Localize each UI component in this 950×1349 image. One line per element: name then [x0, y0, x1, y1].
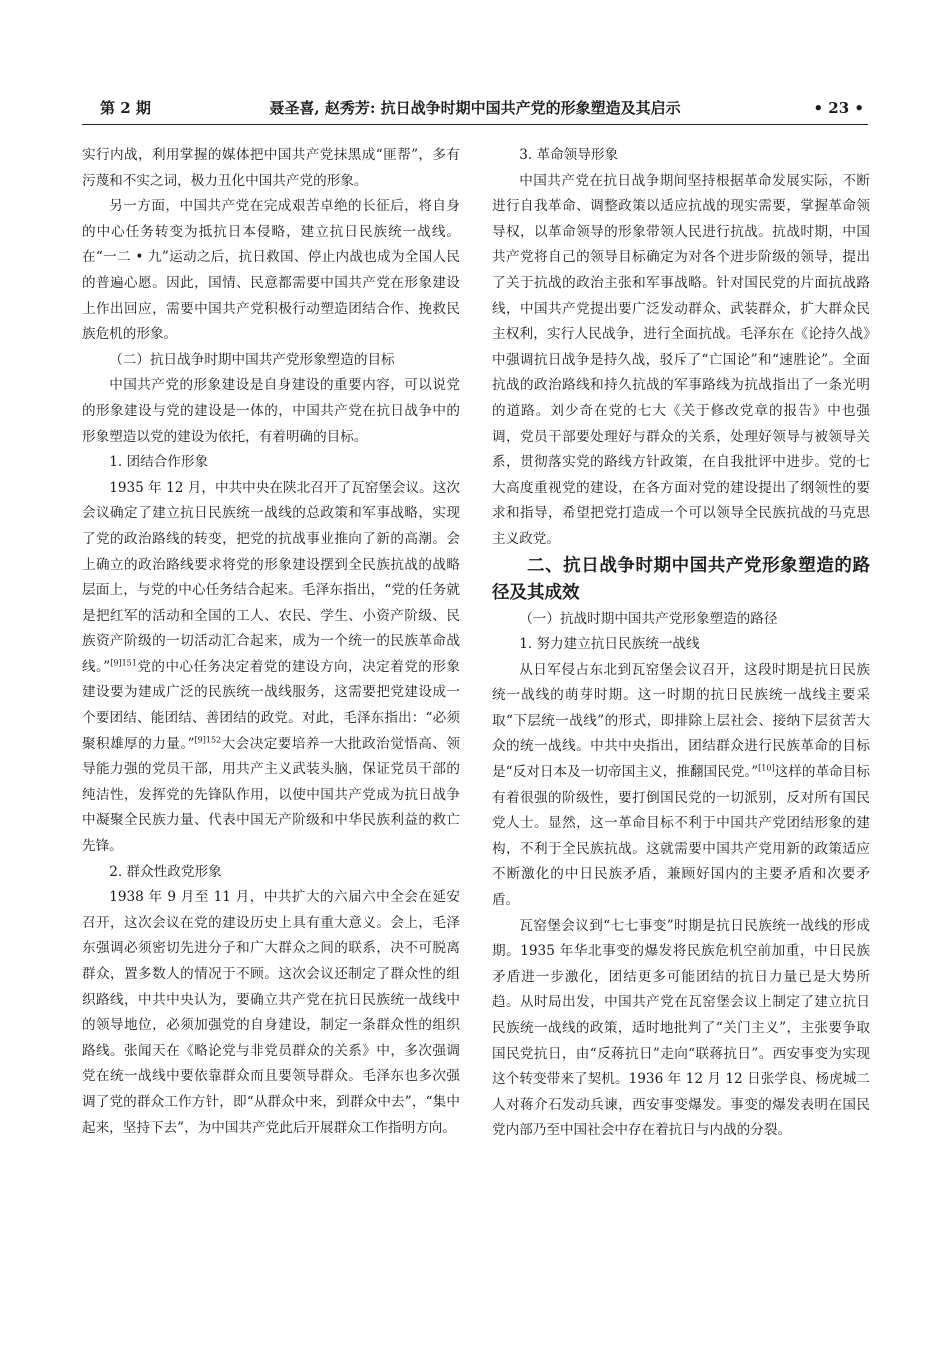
paragraph-text: 党的中心任务决定着党的建设方向，决定着党的形象建设要为建成广泛的民族统一战线服务，这需要把党建设成一个要团结、能团结、善团结的政党。对此，毛泽东指出：“必须聚积雄厚的力量。”: [82, 658, 460, 752]
paragraph-text: 大会决定要培养一大批政治觉悟高、领导能力强的党员干部，用共产主义武装头脑，保证党员干部的纯洁性，发挥党的先锋队作用，以使中国共产党成为抗日战争中凝聚全民族力量、代表中国无产阶级和中华民族利益的救亡先锋。: [82, 735, 460, 855]
section-heading: 二、抗日战争时期中国共产党形象塑造的路径及其成效: [492, 555, 870, 603]
paragraph: 另一方面，中国共产党在完成艰苦卓绝的长征后，将自身的中心任务转变为抵抗日本侵略，建立抗日民族统一战线。在“一二 • 九”运动之后，抗日救国、停止内战也成为全国人民的普遍心愿。因此，国情、民意都需要中国共产党在形象建设上作出回应，需要中国共产党积极行动塑造团结合作、挽救民族危机的形象。: [82, 198, 460, 343]
paragraph: [492, 658, 870, 914]
paragraph: 中国共产党在抗日战争期间坚持根据革命发展实际，不断进行自我革命、调整政策以适应抗战的现实需要，掌握革命领导权，以革命领导的形象带领人民进行抗战。抗战时期，中国共产党将自己的领导目标确定为对各个进步阶级的领导，提出了关于抗战的政治主张和军事战略。针对国民党的片面抗战路线，中国共产党提出要广泛发动群众、武装群众，扩大群众民主权利，实行人民战争，进行全面抗战。毛泽东在《论持久战》中强调抗日战争是持久战，驳斥了“亡国论”和“速胜论”。全面抗战的政治路线和持久抗战的军事路线为抗战指出了一条光明的道路。刘少奇在党的七大《关于修改党章的报告》中也强调，党员干部要处理好与群众的关系，处理好领导与被领导关系，贯彻落实党的路线方针政策，在自我批评中进步。党的七大高度重视党的建设，在各方面对党的建设提出了纲领性的要求和指导，希望把党打造成一个可以领导全民族抗战的马克思主义政党。: [492, 172, 870, 547]
paragraph: 实行内战，利用掌握的媒体把中国共产党抹黑成“匪帮”，多有污蔑和不实之词，极力丑化中国共产党的形象。: [82, 147, 460, 189]
item-heading: 1. 努力建立抗日民族统一战线: [519, 636, 700, 653]
paragraph-text: 这样的革命目标有着很强的阶级性，要打倒国民党的一切派别，反对所有国民党人士。显然，这一革命目标不利于中国共产党团结形象的建构，不利于全民族抗战。这就需要中国共产党用新的政策适应不断激化的中日民族矛盾，兼顾好国内的主要矛盾和次要矛盾。: [492, 764, 871, 909]
left-column: [82, 143, 460, 1141]
item-heading: 1. 团结合作形象: [109, 454, 209, 471]
running-title: 聂圣喜, 赵秀芳: 抗日战争时期中国共产党的形象塑造及其启示: [269, 99, 681, 117]
item-heading: 2. 群众性政党形象: [109, 863, 222, 880]
paragraph: 瓦窑堡会议到“七七事变”时期是抗日民族统一战线的形成期。1935 年华北事变的爆发将民族危机空前加重，中日民族矛盾进一步激化，团结更多可能团结的抗日力量已是大势所趋。从时局出发，中国共产党在瓦窑堡会议上制定了建立抗日民族统一战线的政策，适时地批判了“关门主义”，主张要争取国民党抗日，由“反蒋抗日”走向“联蒋抗日”。西安事变为实现这个转变带来了契机。1936 年 12 月 12 日张学良、杨虎城二人对蒋介石发动兵谏，西安事变爆发。事变的爆发表明在国民党内部乃至中国社会中存在着抗日与内战的分裂。: [492, 917, 870, 1139]
page-number: • 23 •: [813, 99, 864, 117]
paragraph-text: 1935 年 12 月，中共中央在陕北召开了瓦窑堡会议。这次会议确定了建立抗日民族统一战线的总政策和军事战略，实现了党的政治路线的转变，把党的抗战事业推向了新的高潮。会上确立的政治路线要求将党的形象建设摆到全民族抗战的战略层面上，与党的中心任务结合起来。毛泽东指出，“党的任务就是把红军的活动和全国的工人、农民、学生、小资产阶级、民族资产阶级的一切活动汇合起来，成为一个统一的民族革命战线。”: [82, 479, 460, 675]
right-column: [492, 143, 870, 1144]
issue-number: 第 2 期: [100, 99, 151, 117]
paragraph-text: 从日军侵占东北到瓦窑堡会议召开，这段时期是抗日民族统一战线的萌芽时期。这一时期的抗日民族统一战线主要采取“下层统一战线”的形式，即排除上层社会、接纳下层贫苦大众的统一战线。中共中央指出，团结群众进行民族革命的目标是“反对日本及一切帝国主义，推翻国民党。”: [492, 661, 870, 781]
running-header: [82, 96, 868, 125]
item-heading: 3. 革命领导形象: [519, 147, 619, 163]
paragraph: 1938 年 9 月至 11 月，中共扩大的六届六中全会在延安召开，这次会议在党的建设历史上具有重大意义。会上，毛泽东强调必须密切先进分子和广大群众之间的联系，决不可脱离群众，置多数人的情况于不顾。这次会议还制定了群众性的组织路线，中共中央认为，要确立共产党在抗日民族统一战线中的领导地位，必须加强党的自身建设，制定一条群众性的组织路线。张闻天在《略论党与非党员群众的关系》中，多次强调党在统一战线中要依靠群众而且要领导群众。毛泽东也多次强调了党的群众工作方针，即“从群众中来，到群众中去”，“集中起来，坚持下去”，为中国共产党此后开展群众工作指明方向。: [82, 889, 460, 1136]
subsection-heading: （二）抗日战争时期中国共产党形象塑造的目标: [109, 351, 395, 368]
subsection-heading: （一）抗战时期中国共产党形象塑造的路径: [519, 610, 778, 627]
paragraph: [82, 476, 460, 860]
citation: [9]151: [110, 658, 137, 668]
paragraph: 中国共产党的形象建设是自身建设的重要内容，可以说党的形象建设与党的建设是一体的，中国共产党在抗日战争中的形象塑造以党的建设为依托，有着明确的目标。: [82, 377, 460, 445]
citation: [9]152: [194, 735, 222, 745]
citation: [10]: [758, 763, 775, 773]
